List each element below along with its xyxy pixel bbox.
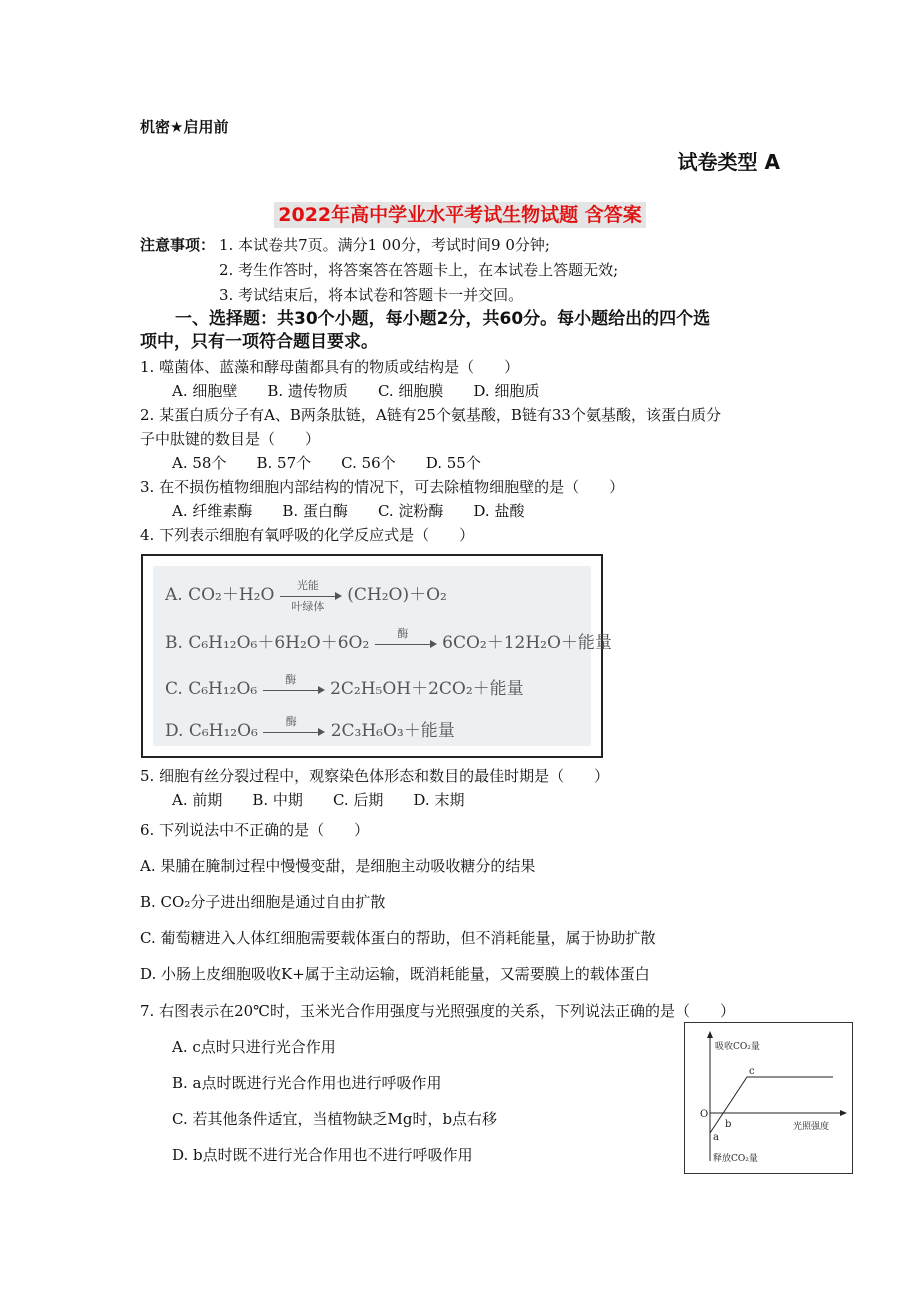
q3-options: [172, 502, 554, 520]
q5-stem: 5. 细胞有丝分裂过程中，观察染色体形态和数目的最佳时期是（ ）: [140, 767, 610, 785]
notes-item-2: 2. 考生作答时，将答案答在答题卡上，在本试卷上答题无效;: [219, 261, 619, 279]
q1-option-b: B. 遗传物质: [267, 382, 348, 400]
equation-d: [165, 716, 455, 741]
equation-b-right: 6CO₂＋12H₂O＋能量: [442, 633, 612, 653]
q2-option-b: B. 57个: [256, 454, 312, 472]
secret-label: 机密★启用前: [140, 118, 229, 136]
q3-stem: 3. 在不损伤植物细胞内部结构的情况下，可去除植物细胞壁的是（ ）: [140, 478, 625, 496]
graph-y-top-label: 吸收CO₂量: [715, 1042, 760, 1052]
arrow-icon: [263, 672, 325, 699]
arrow-icon: [280, 578, 342, 613]
q3-option-c: C. 淀粉酶: [377, 502, 444, 520]
equation-b: [165, 628, 612, 653]
q3-option-b: B. 蛋白酶: [282, 502, 348, 520]
equation-c-condition: 酶: [285, 672, 297, 686]
equation-a-condition-bottom: 叶绿体: [291, 599, 325, 613]
photosynthesis-graph: [684, 1022, 853, 1174]
q6-option-a: A. 果脯在腌制过程中慢慢变甜，是细胞主动吸收糖分的结果: [140, 857, 536, 875]
q6-stem: 6. 下列说法中不正确的是（ ）: [140, 821, 370, 839]
notes-label: 注意事项：: [140, 236, 216, 254]
notes-item-1: 1. 本试卷共7页。满分1 00分，考试时间9 0分钟;: [219, 236, 550, 254]
x-axis-arrow-icon: [840, 1110, 847, 1116]
equation-c: [165, 674, 524, 699]
arrow-icon: [375, 626, 437, 653]
page-title-text: 2022年高中学业水平考试生物试题 含答案: [274, 202, 646, 228]
graph-origin-label: O: [700, 1109, 709, 1120]
q3-option-a: A. 纤维素酶: [172, 502, 253, 520]
graph-x-label: 光照强度: [793, 1122, 830, 1132]
q6-option-d: D. 小肠上皮细胞吸收K+属于主动运输，既消耗能量，又需要膜上的载体蛋白: [140, 965, 650, 983]
equation-d-right: 2C₃H₆O₃＋能量: [330, 721, 455, 741]
q7-option-b: B. a点时既进行光合作用也进行呼吸作用: [172, 1074, 442, 1092]
q2-option-d: D. 55个: [425, 454, 481, 472]
section-heading-line2: 项中，只有一项符合题目要求。: [140, 332, 378, 352]
q1-option-c: C. 细胞膜: [377, 382, 444, 400]
equation-d-left: C₆H₁₂O₆: [188, 721, 258, 741]
q5-option-b: B. 中期: [252, 791, 303, 809]
q3-option-d: D. 盐酸: [473, 502, 525, 520]
page-title: [0, 200, 920, 227]
equation-b-condition: 酶: [397, 626, 409, 640]
q7-option-d: D. b点时既不进行光合作用也不进行呼吸作用: [172, 1146, 473, 1164]
q6-option-b: B. CO₂分子进出细胞是通过自由扩散: [140, 893, 386, 911]
q7-option-c: C. 若其他条件适宜，当植物缺乏Mg时，b点右移: [172, 1110, 498, 1128]
arrow-icon: [263, 714, 325, 741]
q1-stem: 1. 噬菌体、蓝藻和酵母菌都具有的物质或结构是（ ）: [140, 358, 520, 376]
y-axis-arrow-icon: [707, 1031, 713, 1038]
equation-a-right: (CH₂O)＋O₂: [347, 585, 447, 605]
section-heading-line1: 一、选择题：共30个小题，每小题2分，共60分。每小题给出的四个选: [175, 309, 711, 329]
equation-a-condition-top: 光能: [296, 578, 319, 592]
equation-d-condition: 酶: [285, 714, 297, 728]
q1-option-a: A. 细胞壁: [172, 382, 238, 400]
q1-options: [172, 382, 569, 400]
graph-point-a: a: [713, 1132, 719, 1143]
equation-a-label: A.: [165, 585, 183, 605]
equation-panel: [153, 566, 612, 746]
q1-option-d: D. 细胞质: [473, 382, 540, 400]
q7-stem: 7. 右图表示在20℃时，玉米光合作用强度与光照强度的关系，下列说法正确的是（ ）: [140, 1002, 735, 1020]
equation-c-label: C.: [165, 679, 183, 699]
graph-canvas: [685, 1023, 852, 1173]
equation-c-right: 2C₂H₅OH＋2CO₂＋能量: [330, 679, 524, 699]
q4-stem: 4. 下列表示细胞有氧呼吸的化学反应式是（ ）: [140, 526, 475, 544]
notes-item-3: 3. 考试结束后，将本试卷和答题卡一并交回。: [219, 286, 524, 304]
q5-option-a: A. 前期: [172, 791, 223, 809]
paper-type: 试卷类型 A: [677, 150, 780, 174]
equation-c-left: C₆H₁₂O₆: [188, 679, 258, 699]
q5-option-d: D. 末期: [413, 791, 465, 809]
q2-option-a: A. 58个: [172, 454, 227, 472]
equation-d-label: D.: [165, 721, 184, 741]
q5-option-c: C. 后期: [332, 791, 384, 809]
equation-b-label: B.: [165, 633, 183, 653]
equation-a-left: CO₂＋H₂O: [188, 585, 275, 605]
graph-point-c: c: [749, 1066, 755, 1077]
graph-y-bottom-label: 释放CO₂量: [713, 1154, 758, 1164]
equation-b-left: C₆H₁₂O₆＋6H₂O＋6O₂: [188, 633, 370, 653]
equation-a: [165, 578, 447, 613]
equation-figure: [141, 554, 612, 758]
q5-options: [172, 791, 494, 809]
q2-stem-line2: 子中肽键的数目是（ ）: [140, 430, 321, 448]
graph-point-b: b: [725, 1119, 732, 1130]
q7-option-a: A. c点时只进行光合作用: [172, 1038, 336, 1056]
q2-stem-line1: 2. 某蛋白质分子有A、B两条肽链，A链有25个氨基酸，B链有33个氨基酸，该蛋白质分: [140, 406, 721, 424]
q2-options: [172, 454, 511, 472]
q6-option-c: C. 葡萄糖进入人体红细胞需要载体蛋白的帮助，但不消耗能量，属于协助扩散: [140, 929, 656, 947]
q2-option-c: C. 56个: [341, 454, 396, 472]
